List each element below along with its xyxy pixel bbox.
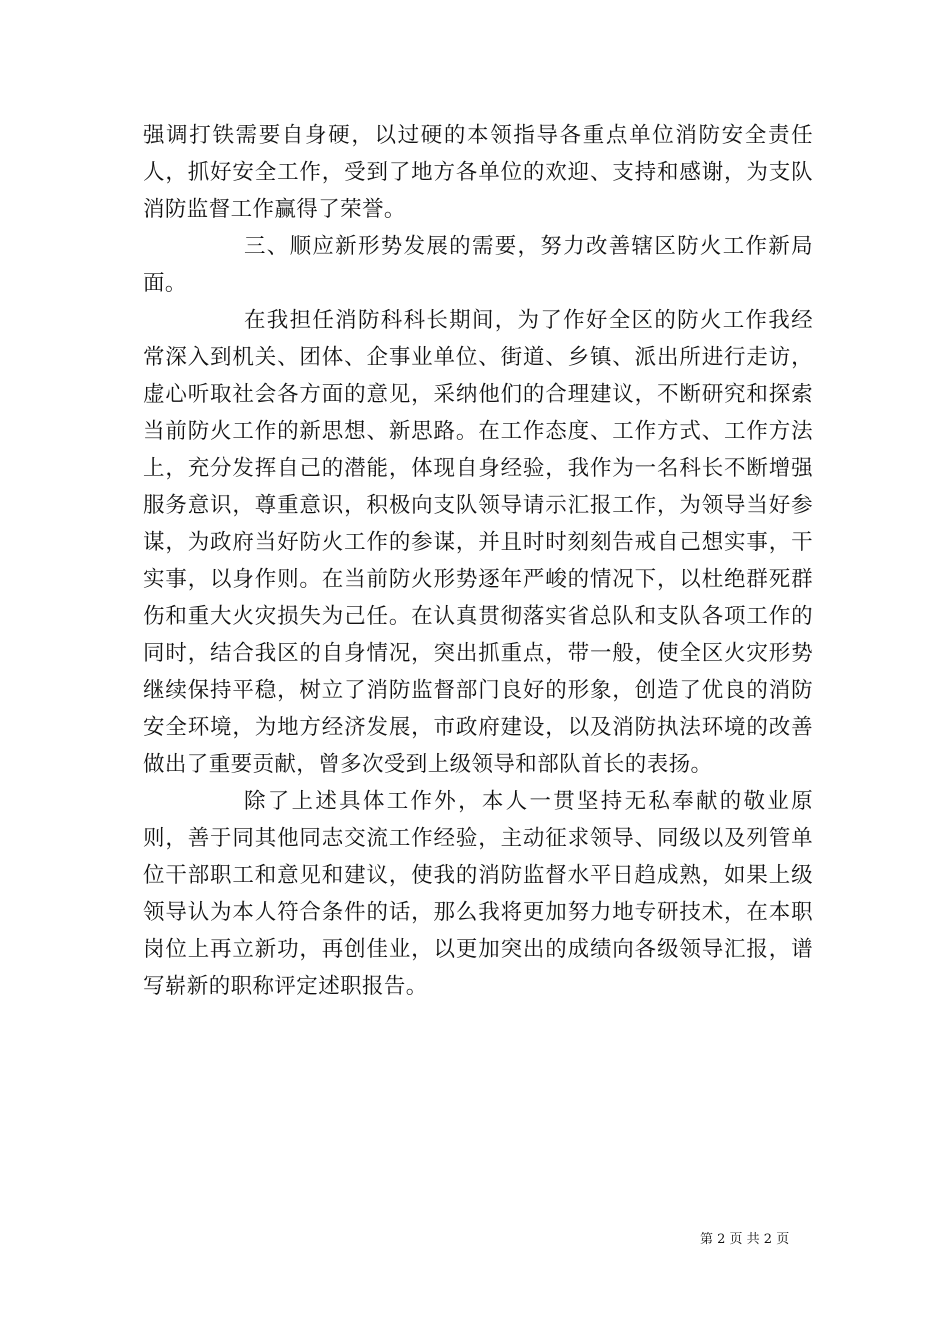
section-heading-three: 三、顺应新形势发展的需要，努力改善辖区防火工作新局面。 [143,234,813,296]
document-body [143,117,813,1005]
page-number: 第 2 页 共 2 页 [700,1232,790,1247]
paragraph-duties: 在我担任消防科科长期间，为了作好全区的防火工作我经常深入到机关、团体、企事业单位、街道、乡镇、派出所进行走访，虚心听取社会各方面的意见，采纳他们的合理建议，不断研究和探索当前防火工作的新思想、新思路。在工作态度、工作方式、工作方法上，充分发挥自己的潜能，体现自身经验，我作为一名科长不断增强服务意识，尊重意识，积极向支队领导请示汇报工作，为领导当好参谋，为政府当好防火工作的参谋，并且时时刻刻告戒自己想实事，干实事，以身作则。在当前防火形势逐年严峻的情况下，以杜绝群死群伤和重大火灾损失为己任。在认真贯彻落实省总队和支队各项工作的同时，结合我区的自身情况，突出抓重点，带一般，使全区火灾形势继续保持平稳，树立了消防监督部门良好的形象，创造了优良的消防安全环境，为地方经济发展，市政府建设，以及消防执法环境的改善做出了重要贡献，曾多次受到上级领导和部队首长的表扬。 [143,308,813,777]
paragraph-continuation: 强调打铁需要自身硬，以过硬的本领指导各重点单位消防安全责任人，抓好安全工作，受到了地方各单位的欢迎、支持和感谢，为支队消防监督工作赢得了荣誉。 [143,123,813,222]
paragraph-conclusion: 除了上述具体工作外，本人一贯坚持无私奉献的敬业原则，善于同其他同志交流工作经验，主动征求领导、同级以及列管单位干部职工和意见和建议，使我的消防监督水平日趋成熟，如果上级领导认为本人符合条件的话，那么我将更加努力地专研技术，在本职岗位上再立新功，再创佳业，以更加突出的成绩向各级领导汇报，谱写崭新的职称评定述职报告。 [143,789,813,999]
